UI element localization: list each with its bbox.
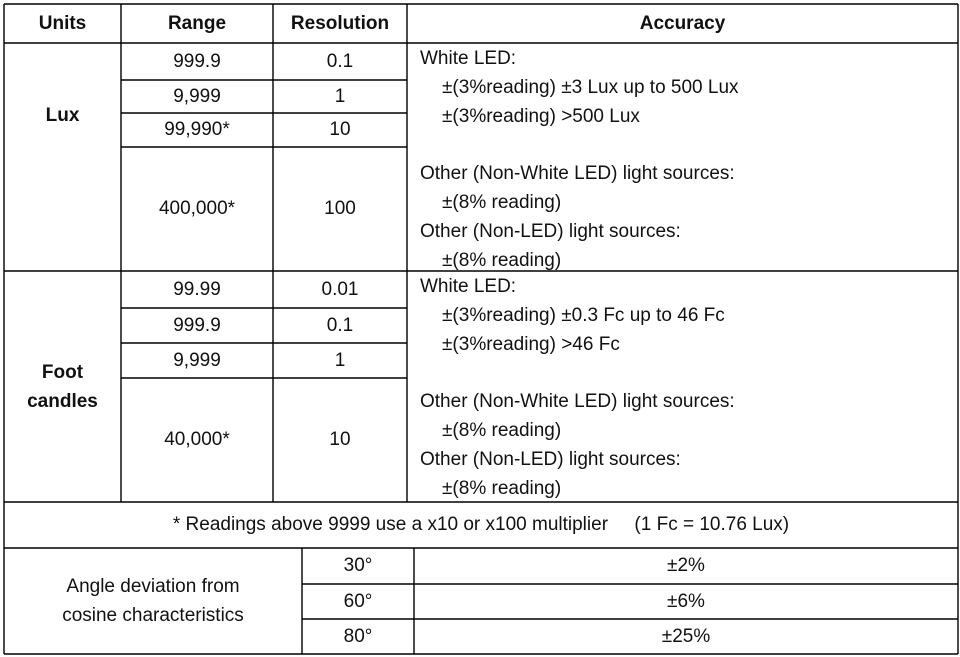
- header-resolution: Resolution: [290, 12, 390, 34]
- fc-range-1: 99.99: [173, 278, 221, 300]
- accuracy-line: Other (Non-LED) light sources:: [420, 220, 681, 242]
- accuracy-line: ±(3%reading) >500 Lux: [442, 105, 640, 127]
- accuracy-line: ±(3%reading) >46 Fc: [442, 333, 620, 355]
- lux-range-3: 99,990*: [164, 119, 230, 140]
- accuracy-line: Other (Non-White LED) light sources:: [420, 391, 735, 413]
- accuracy-line: ±(8% reading): [442, 249, 562, 271]
- angle-deviation-3: ±25%: [661, 625, 711, 647]
- fc-range-4: 40,000*: [164, 429, 230, 450]
- angle-value-3: 80°: [343, 625, 373, 647]
- accuracy-line: White LED:: [420, 276, 517, 297]
- angle-label-line1: Angle deviation from: [66, 576, 240, 597]
- accuracy-line: ±(8% reading): [442, 477, 562, 499]
- header-range: Range: [167, 12, 227, 34]
- angle-deviation-2: ±6%: [667, 590, 705, 612]
- accuracy-line: ±(8% reading): [442, 191, 562, 213]
- lux-accuracy: [407, 43, 958, 271]
- fc-resolution-1: 0.01: [321, 278, 359, 300]
- angle-deviation-1: ±2%: [667, 555, 705, 576]
- lux-range-1: 999.9: [173, 50, 221, 72]
- unit-foot-candles-line2: candles: [27, 390, 98, 412]
- lux-resolution-4: 100: [324, 198, 356, 219]
- unit-foot-candles-line1: Foot: [41, 361, 84, 383]
- accuracy-line: ±(8% reading): [442, 419, 562, 441]
- header-units: Units: [38, 12, 87, 34]
- lux-range-4: 400,000*: [158, 198, 236, 219]
- accuracy-line: Other (Non-White LED) light sources:: [420, 163, 735, 185]
- lux-resolution-2: 1: [334, 85, 346, 107]
- lux-range-2: 9,999: [173, 85, 221, 107]
- accuracy-line: White LED:: [420, 48, 517, 69]
- accuracy-line: Other (Non-LED) light sources:: [420, 448, 681, 470]
- angle-value-2: 60°: [343, 590, 373, 612]
- fc-resolution-3: 1: [334, 349, 346, 371]
- angle-value-1: 30°: [343, 555, 373, 576]
- accuracy-line: ±(3%reading) ±0.3 Fc up to 46 Fc: [442, 304, 725, 326]
- fc-range-2: 999.9: [173, 314, 221, 336]
- fc-resolution-4: 10: [329, 429, 351, 450]
- angle-label-line2: cosine characteristics: [62, 605, 244, 626]
- fc-range-3: 9,999: [173, 349, 221, 371]
- multiplier-note: * Readings above 9999 use a x10 or x100 multiplier (1 Fc = 10.76 Lux): [172, 514, 790, 535]
- unit-foot-candles: [4, 271, 121, 502]
- lux-resolution-1: 0.1: [326, 50, 354, 72]
- accuracy-line: ±(3%reading) ±3 Lux up to 500 Lux: [442, 76, 739, 98]
- unit-lux: Lux: [45, 105, 80, 126]
- header-accuracy: Accuracy: [639, 12, 726, 34]
- lux-resolution-3: 10: [329, 119, 351, 140]
- angle-deviation-label: [4, 548, 302, 654]
- fc-accuracy: [407, 271, 958, 502]
- fc-resolution-2: 0.1: [326, 314, 354, 336]
